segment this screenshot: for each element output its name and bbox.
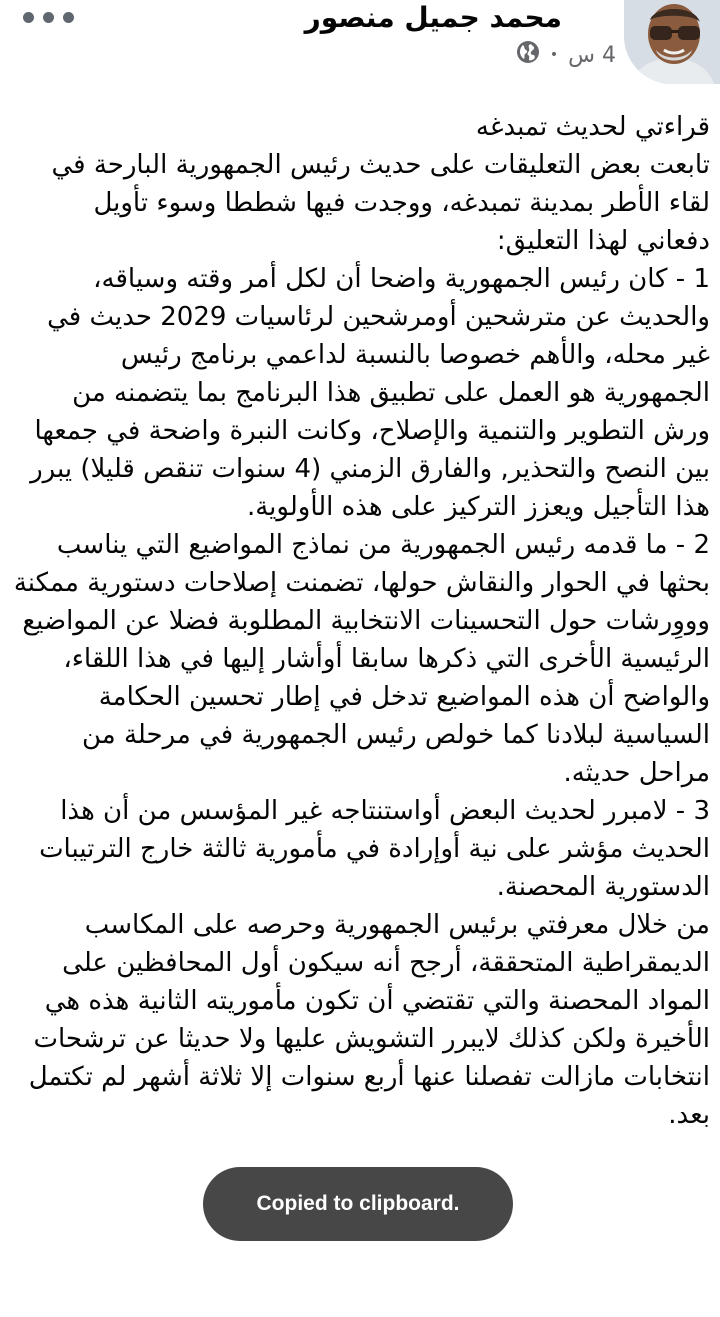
post-title-line: قراءتي لحديث تمبدغه bbox=[475, 112, 710, 142]
post-paragraph: من خلال معرفتي برئيس الجمهورية وحرصه على المكاسب الديمقراطية المتحققة، أرجح أنه سيكون أول المحافظين على المواد المحصنة والتي تقتضي أن تكون مأموريته الثانية هذه هي الأخيرة ولكن كذلك لايبرر التشويش عليها ولا حديثا عن ترشحات انتخابات مازالت تفصلنا عنها أربع سنوات إلا ثلاثة أشهر لم تكتمل بعد. bbox=[28, 910, 710, 1130]
author-name[interactable]: محمد جميل منصور bbox=[304, 1, 562, 34]
post-paragraph: 3 - لامبرر لحديث البعض أواستنتاجه غير المؤسس من أن هذا الحديث مؤشر على نية أوإرادة في مأمورية ثالثة خارج الترتيبات الدستورية المحصنة. bbox=[39, 796, 710, 902]
more-options-dot bbox=[63, 12, 74, 23]
avatar[interactable] bbox=[624, 0, 720, 84]
clipboard-toast bbox=[203, 1167, 513, 1241]
more-options-dot bbox=[43, 12, 54, 23]
toast-message: Copied to clipboard. bbox=[256, 1192, 460, 1215]
post-header bbox=[0, 0, 720, 100]
meta-separator: • bbox=[549, 47, 559, 63]
post-paragraph: 1 - كان رئيس الجمهورية واضحا أن لكل أمر وقته وسياقه، والحديث عن مترشحين أومرشحين لرئاسيات 2029 حديث في غير محله، والأهم خصوصا بالنسبة لداعمي برنامج رئيس الجمهورية هو العمل على تطبيق هذا البرنامج بما يتضمنه من ورش التطوير والتنمية والإصلاح، وكانت النبرة واضحة في جمعها بين النصح والتحذير, والفارق الزمني (4 سنوات تنقص قليلا) يبرر هذا التأجيل ويعزز التركيز على هذه الأولوية. bbox=[30, 264, 710, 522]
more-options-icon bbox=[23, 12, 34, 23]
post-meta bbox=[516, 40, 616, 70]
globe-icon[interactable] bbox=[516, 40, 540, 70]
post-timestamp[interactable]: 4 س bbox=[568, 42, 616, 68]
post-paragraph: 2 - ما قدمه رئيس الجمهورية من نماذج المواضيع التي يناسب بحثها في الحوار والنقاش حولها، تضمنت إصلاحات دستورية ممكنة وووِرشات حول التحسينات الانتخابية المطلوبة فضلا عن المواضيع الرئيسية الأخرى التي ذكرها سابقا أوأشار إليها في هذا اللقاء، والواضح أن هذه المواضيع تدخل في إطار تحسين الحكامة السياسية لبلادنا كما خولص رئيس الجمهورية في مرحلة من مراحل حديثه. bbox=[13, 530, 710, 788]
post-paragraph: تابعت بعض التعليقات على حديث رئيس الجمهورية البارحة في لقاء الأطر بمدينة تمبدغه، ووجدت فيها شططا وسوء تأويل دفعاني لهذا التعليق: bbox=[51, 150, 710, 256]
post-text bbox=[12, 108, 710, 1134]
more-options-button[interactable] bbox=[16, 0, 80, 34]
